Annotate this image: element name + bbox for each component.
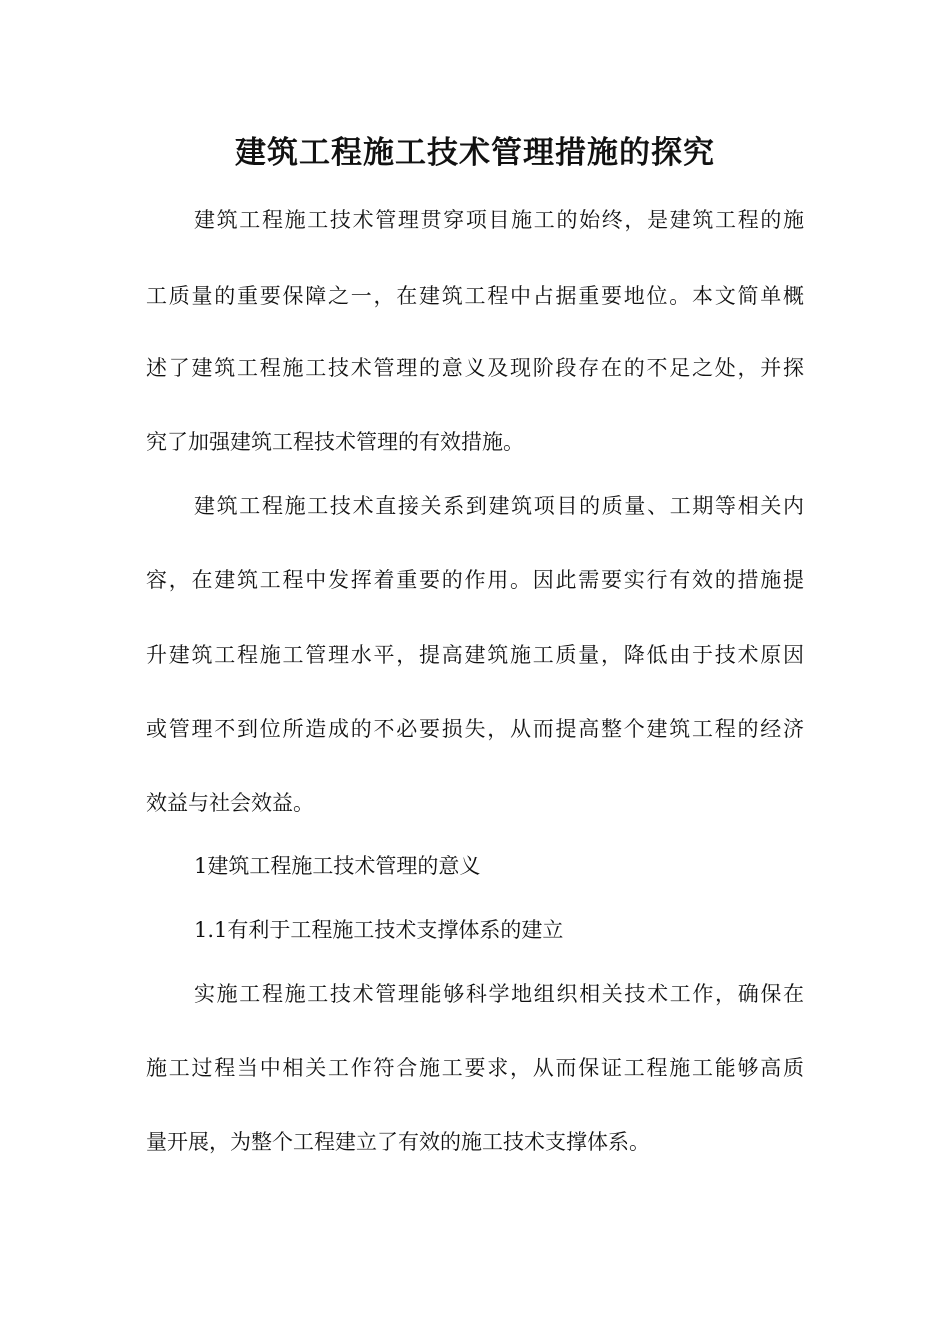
section-1-heading: 1建筑工程施工技术管理的意义 xyxy=(194,854,481,878)
paragraph-1-line-3: 述了建筑工程施工技术管理的意义及现阶段存在的不足之处，并探 xyxy=(146,356,804,380)
paragraph-2-line-5: 效益与社会效益。 xyxy=(146,791,314,815)
document-title: 建筑工程施工技术管理措施的探究 xyxy=(235,135,715,171)
paragraph-2-line-2: 容，在建筑工程中发挥着重要的作用。因此需要实行有效的措施提 xyxy=(146,568,804,592)
section-1-1-heading: 1.1有利于工程施工技术支撑体系的建立 xyxy=(194,918,564,942)
paragraph-1-line-2: 工质量的重要保障之一，在建筑工程中占据重要地位。本文简单概 xyxy=(146,284,804,308)
paragraph-3-line-2: 施工过程当中相关工作符合施工要求，从而保证工程施工能够高质 xyxy=(146,1056,804,1080)
paragraph-2-line-4: 或管理不到位所造成的不必要损失，从而提高整个建筑工程的经济 xyxy=(146,717,804,741)
paragraph-3-line-3: 量开展，为整个工程建立了有效的施工技术支撑体系。 xyxy=(146,1130,650,1154)
paragraph-2-line-3: 升建筑工程施工管理水平，提高建筑施工质量，降低由于技术原因 xyxy=(146,643,804,667)
paragraph-1-line-1: 建筑工程施工技术管理贯穿项目施工的始终，是建筑工程的施 xyxy=(194,208,804,232)
paragraph-3-line-1: 实施工程施工技术管理能够科学地组织相关技术工作，确保在 xyxy=(194,982,804,1006)
paragraph-2-line-1: 建筑工程施工技术直接关系到建筑项目的质量、工期等相关内 xyxy=(194,494,804,518)
paragraph-1-line-4: 究了加强建筑工程技术管理的有效措施。 xyxy=(146,430,524,454)
